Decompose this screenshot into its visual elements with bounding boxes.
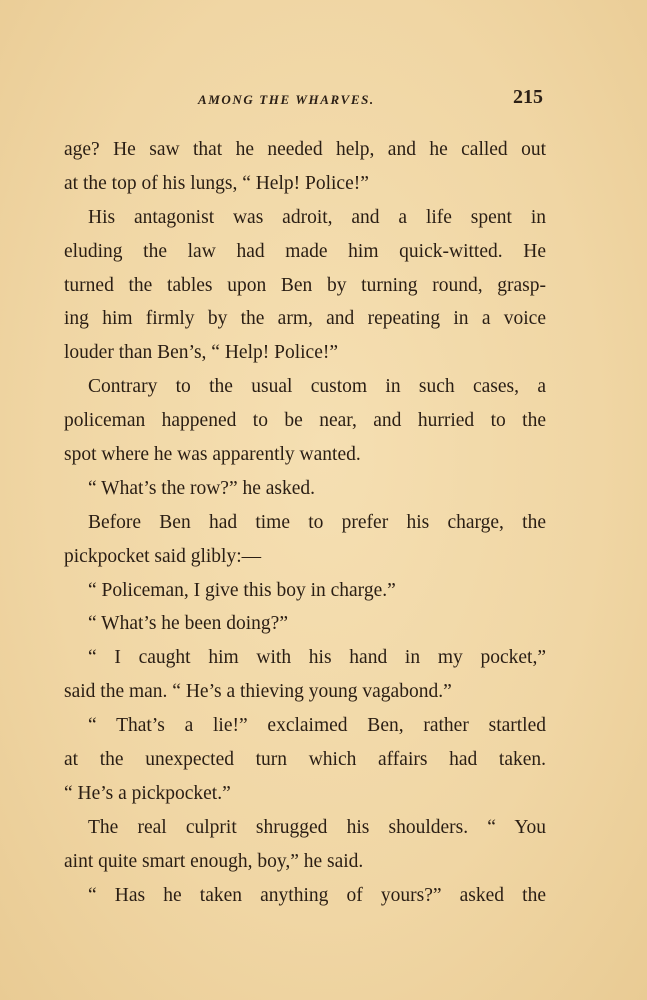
text-line: eluding the law had made him quick-witted. He: [64, 240, 546, 262]
text-line: at the unexpected turn which affairs had taken.: [64, 749, 546, 771]
text-line: His antagonist was adroit, and a life spent in: [88, 206, 546, 228]
text-line: Before Ben had time to prefer his charge, the: [88, 511, 546, 533]
text-line: “ I caught him with his hand in my pocket,”: [88, 647, 546, 669]
running-head: [0, 86, 647, 114]
text-line: aint quite smart enough, boy,” he said.: [64, 850, 364, 872]
text-line: policeman happened to be near, and hurried to the: [64, 410, 546, 432]
text-line: Contrary to the usual custom in such cases, a: [88, 376, 546, 398]
text-line: at the top of his lungs, “ Help! Police!”: [64, 172, 369, 194]
text-line: said the man. “ He’s a thieving young vagabond.”: [64, 681, 452, 703]
text-line: “ What’s the row?” he asked.: [88, 477, 316, 499]
text-line: “ That’s a lie!” exclaimed Ben, rather startled: [88, 715, 546, 737]
text-line: spot where he was apparently wanted.: [64, 444, 361, 466]
text-line: “ What’s he been doing?”: [88, 613, 288, 635]
running-title: AMONG THE WHARVES.: [198, 92, 375, 107]
text-line: age? He saw that he needed help, and he called out: [64, 139, 546, 160]
text-line: louder than Ben’s, “ Help! Police!”: [64, 342, 338, 364]
text-line: “ Policeman, I give this boy in charge.”: [88, 579, 396, 601]
text-line: turned the tables upon Ben by turning round, grasp-: [64, 274, 546, 296]
text-line: “ He’s a pickpocket.”: [64, 782, 231, 804]
text-line: pickpocket said glibly:—: [64, 545, 262, 567]
body-text: [64, 133, 546, 912]
text-line: The real culprit shrugged his shoulders. “ You: [88, 816, 546, 838]
text-line: “ Has he taken anything of yours?” asked the: [88, 884, 546, 906]
page-number: 215: [513, 86, 543, 108]
text-line: ing him firmly by the arm, and repeating in a voice: [64, 308, 546, 330]
